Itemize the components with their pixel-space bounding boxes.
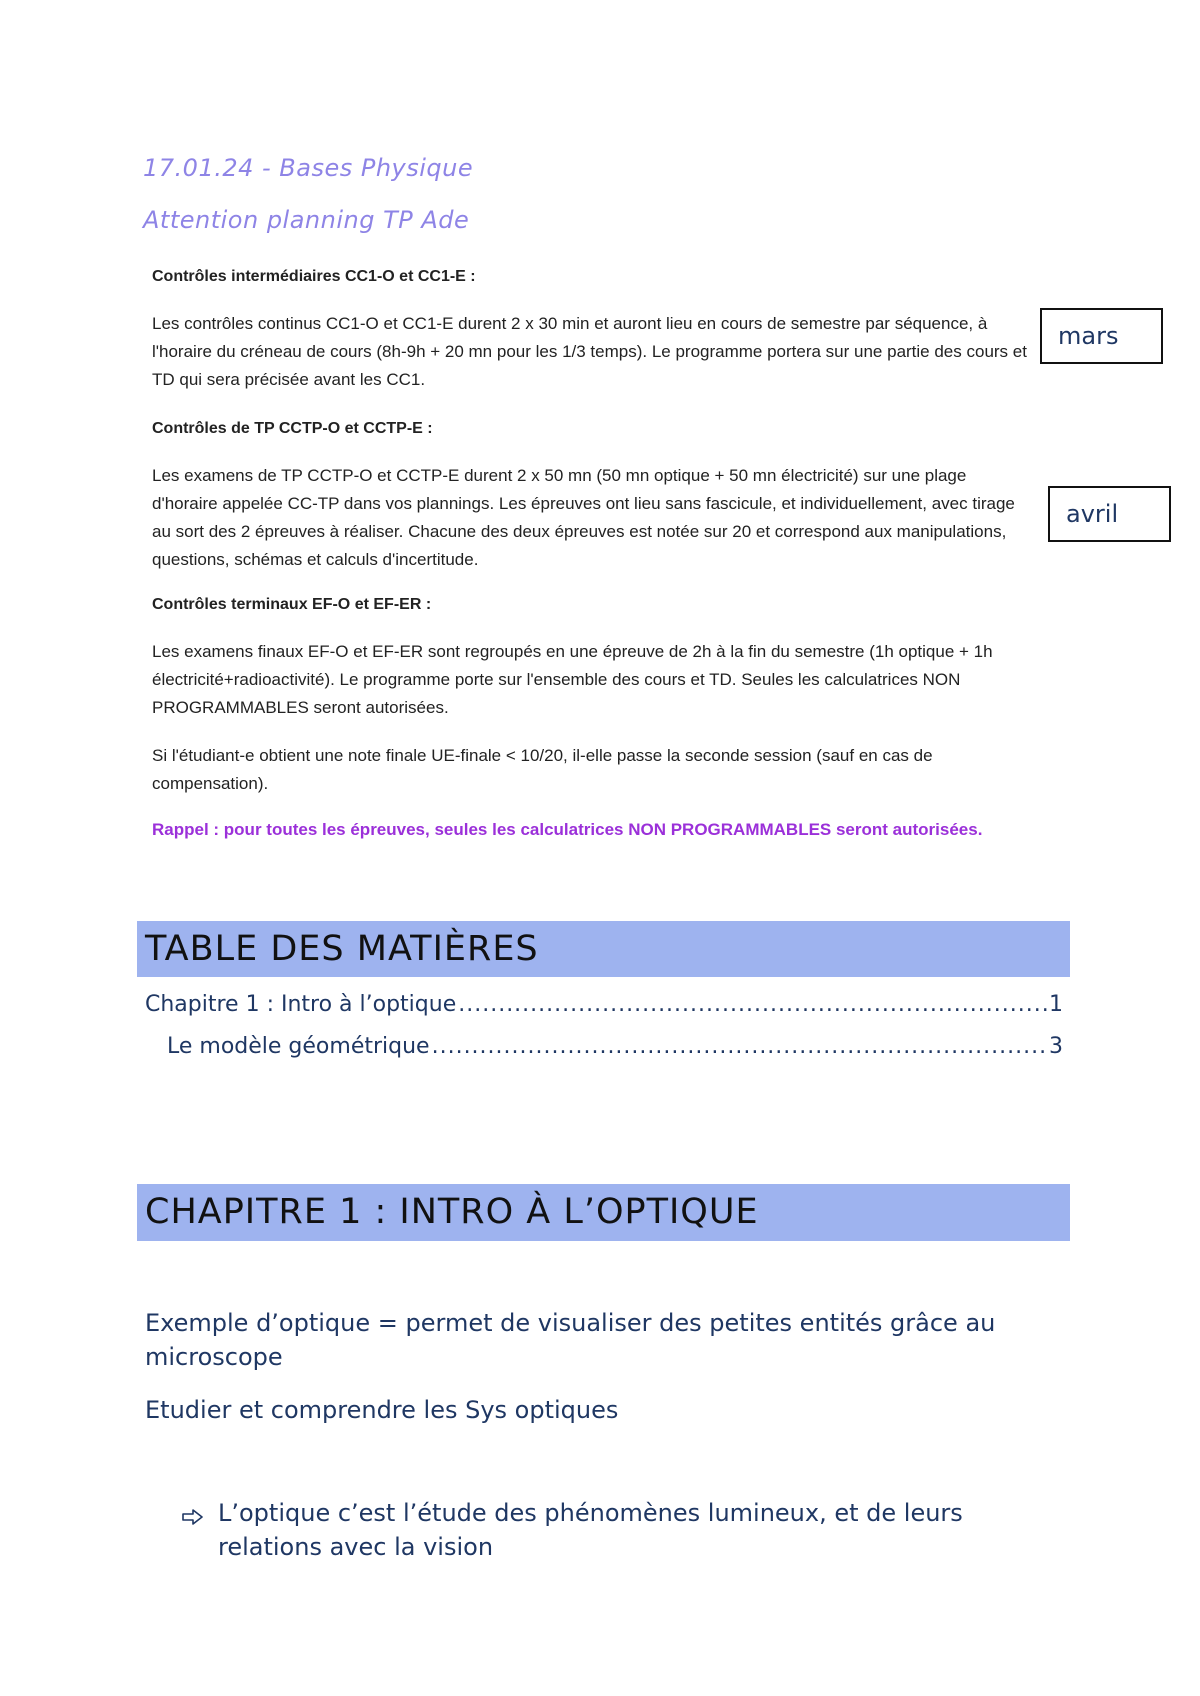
reminder-text: Rappel : pour toutes les épreuves, seules les calculatrices NON PROGRAMMABLES seront autorisées. xyxy=(152,820,983,839)
toc-leader-dots xyxy=(432,1034,1047,1059)
toc-entry-modele-geometrique[interactable] xyxy=(167,1034,1063,1059)
date-title: 17.01.24 - Bases Physique xyxy=(143,154,474,182)
cc-heading: Contrôles intermédiaires CC1-O et CC1-E : xyxy=(152,268,476,285)
ef-text: Les examens finaux EF-O et EF-ER sont regroupés en une épreuve de 2h à la fin du semestre (1h optique + 1h électricité+radioactivité). Le programme porte sur l'ensemble des cours et TD. Seules les calculatrices NON PROGRAMMABLES seront autorisées. xyxy=(152,642,993,717)
hollow-arrow-icon xyxy=(182,1508,206,1532)
toc-entry-page: 1 xyxy=(1049,992,1063,1017)
toc-leader-dots xyxy=(458,992,1047,1017)
ef-heading: Contrôles terminaux EF-O et EF-ER : xyxy=(152,596,432,613)
toc-entry-chapter1[interactable] xyxy=(145,992,1063,1017)
toc-entry-label: Chapitre 1 : Intro à l’optique xyxy=(145,992,457,1017)
avril-note-box: avril xyxy=(1048,486,1171,542)
mars-note-box: mars xyxy=(1040,308,1163,364)
toc-entry-label: Le modèle géométrique xyxy=(167,1034,430,1059)
chapter1-paragraph-2: Etudier et comprendre les Sys optiques xyxy=(145,1396,619,1424)
planning-note: Attention planning TP Ade xyxy=(143,206,470,234)
cctp-text: Les examens de TP CCTP-O et CCTP-E durent 2 x 50 mn (50 mn optique + 50 mn électricité) sur une plage d'horaire appelée CC-TP dans vos plannings. Les épreuves ont lieu sans fascicule, et individuellement, avec tirage au sort des 2 épreuves à réaliser. Chacune des deux épreuves est notée sur 20 et correspond aux manipulations, questions, schémas et calculs d'incertitude. xyxy=(152,466,1015,569)
toc-entry-page: 3 xyxy=(1049,1034,1063,1059)
cctp-heading: Contrôles de TP CCTP-O et CCTP-E : xyxy=(152,420,433,437)
session-text: Si l'étudiant-e obtient une note finale UE-finale < 10/20, il-elle passe la seconde session (sauf en cas de compensation). xyxy=(152,746,933,793)
toc-title: TABLE DES MATIÈRES xyxy=(137,921,1070,977)
cc-text: Les contrôles continus CC1-O et CC1-E durent 2 x 30 min et auront lieu en cours de semestre par séquence, à l'horaire du créneau de cours (8h-9h + 20 mn pour les 1/3 temps). Le programme portera sur une partie des cours et TD qui sera précisée avant les CC1. xyxy=(152,314,1027,389)
chapter1-title: CHAPITRE 1 : INTRO À L’OPTIQUE xyxy=(137,1184,1070,1241)
chapter1-paragraph-1: Exemple d’optique = permet de visualiser des petites entités grâce au microscope xyxy=(145,1309,996,1371)
chapter1-bullet: L’optique c’est l’étude des phénomènes lumineux, et de leurs relations avec la vision xyxy=(218,1499,963,1561)
